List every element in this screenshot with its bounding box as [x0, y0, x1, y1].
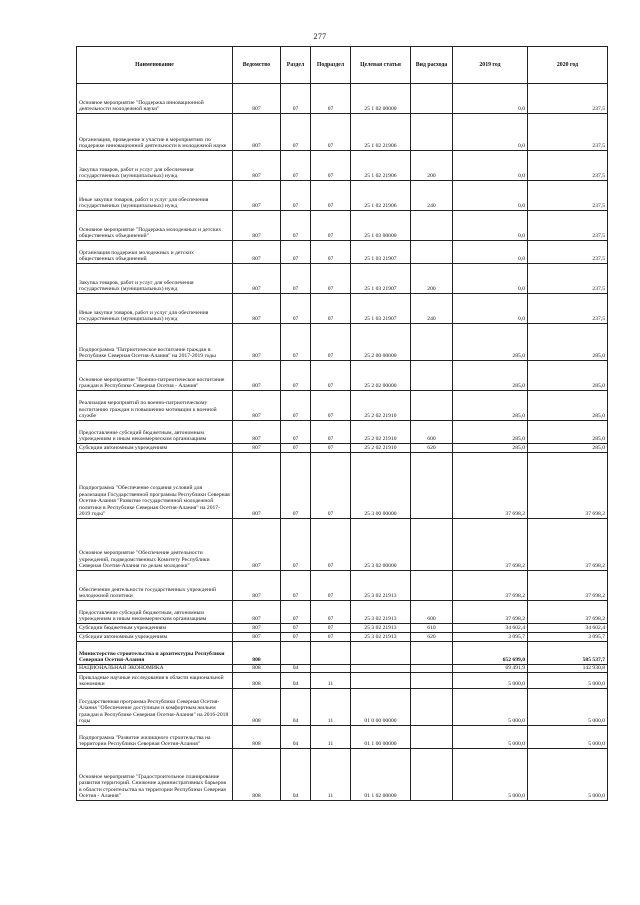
row-name-cell: Организация, проведение и участие в мероприятиях по поддержке инновационной деятельности в молодежной науке — [77, 114, 233, 151]
row-name-cell: Основное мероприятие "Обеспечение деятельности учреждений, подведомственных Комитету Республики Северная Осетия-Алания по делам молодежи" — [77, 519, 233, 571]
row-target-article-cell: 25 2 02 21910 — [351, 391, 411, 421]
row-name-cell: Основное мероприятие "Поддержка инновационной деятельности молодежной науки" — [77, 84, 233, 114]
row-dept-cell: 808 — [233, 749, 281, 801]
row-expense-type-cell — [411, 391, 453, 421]
row-expense-type-cell — [411, 749, 453, 801]
row-target-article-cell: 01 1 00 00000 — [351, 726, 411, 749]
row-2019-cell: 0,0 — [453, 264, 528, 294]
row-section-cell: 07 — [281, 624, 311, 633]
row-section-cell: 07 — [281, 84, 311, 114]
table-row — [77, 324, 608, 361]
row-target-article-cell: 25 3 00 00000 — [351, 453, 411, 519]
row-section-cell — [281, 642, 311, 665]
row-section-cell: 07 — [281, 241, 311, 264]
row-dept-cell: 807 — [233, 114, 281, 151]
row-2019-cell: 0,0 — [453, 241, 528, 264]
row-section-cell: 07 — [281, 324, 311, 361]
table-row — [77, 151, 608, 181]
row-2019-cell: 5 000,0 — [453, 749, 528, 801]
row-target-article-cell: 25 1 03 21907 — [351, 241, 411, 264]
row-target-article-cell: 25 3 02 21913 — [351, 633, 411, 642]
row-2019-cell: 37 698,2 — [453, 519, 528, 571]
row-section-cell: 07 — [281, 361, 311, 391]
row-2020-cell: 5 000,0 — [528, 726, 608, 749]
table-header-row — [77, 47, 608, 84]
table-row — [77, 571, 608, 601]
row-subsection-cell: 07 — [311, 181, 351, 211]
row-2019-cell: 285,0 — [453, 391, 528, 421]
row-dept-cell: 807 — [233, 361, 281, 391]
row-2019-cell: 5 000,0 — [453, 726, 528, 749]
row-expense-type-cell — [411, 453, 453, 519]
row-expense-type-cell: 200 — [411, 264, 453, 294]
row-2019-cell: 5 000,0 — [453, 689, 528, 726]
row-expense-type-cell: 240 — [411, 294, 453, 324]
row-2020-cell: 37 698,2 — [528, 519, 608, 571]
row-2020-cell: 237,5 — [528, 151, 608, 181]
row-name-cell: Основное мероприятие "Градостроительное планирование развития территорий. Снижение административных барьеров в области строительства на территории Республики Северная Осетия - Алания" — [77, 749, 233, 801]
row-dept-cell: 807 — [233, 181, 281, 211]
page-number: 277 — [313, 32, 327, 41]
table-row — [77, 633, 608, 642]
row-target-article-cell: 25 1 02 00000 — [351, 84, 411, 114]
col-header-section: Раздел — [281, 47, 311, 84]
row-subsection-cell: 07 — [311, 84, 351, 114]
row-expense-type-cell: 200 — [411, 151, 453, 181]
row-dept-cell: 807 — [233, 601, 281, 624]
row-2019-cell: 0,0 — [453, 294, 528, 324]
row-section-cell: 07 — [281, 444, 311, 453]
row-dept-cell: 807 — [233, 633, 281, 642]
row-subsection-cell: 11 — [311, 673, 351, 689]
row-dept-cell: 807 — [233, 264, 281, 294]
row-dept-cell: 807 — [233, 151, 281, 181]
row-subsection-cell: 07 — [311, 391, 351, 421]
row-target-article-cell: 25 1 02 21906 — [351, 114, 411, 151]
row-subsection-cell: 07 — [311, 633, 351, 642]
row-expense-type-cell: 620 — [411, 444, 453, 453]
table-row — [77, 665, 608, 673]
row-expense-type-cell — [411, 361, 453, 391]
row-section-cell: 04 — [281, 665, 311, 673]
row-target-article-cell: 25 3 02 21913 — [351, 601, 411, 624]
row-section-cell: 07 — [281, 633, 311, 642]
row-2020-cell: 285,0 — [528, 324, 608, 361]
row-expense-type-cell: 610 — [411, 624, 453, 633]
row-dept-cell: 808 — [233, 642, 281, 665]
row-name-cell: Подпрограмма "Патриотическое воспитание граждан в Республике Северная Осетия-Алания" на 2017-2019 годы — [77, 324, 233, 361]
row-dept-cell: 807 — [233, 571, 281, 601]
table-row — [77, 114, 608, 151]
col-header-subsection: Подраздел — [311, 47, 351, 84]
row-subsection-cell: 07 — [311, 361, 351, 391]
row-expense-type-cell — [411, 689, 453, 726]
table-row — [77, 361, 608, 391]
row-target-article-cell: 25 1 03 21907 — [351, 294, 411, 324]
row-name-cell: Основное мероприятие "Военно-патриотическое воспитание граждан в Республике Северная Осетия - Алания" — [77, 361, 233, 391]
col-header-name: Наименование — [77, 47, 233, 84]
row-2019-cell: 37 698,2 — [453, 571, 528, 601]
row-section-cell: 04 — [281, 726, 311, 749]
row-name-cell: Подпрограмма "Развитие жилищного строительства на территории Республики Северная Осетия-Алания" — [77, 726, 233, 749]
row-subsection-cell: 07 — [311, 264, 351, 294]
row-expense-type-cell — [411, 673, 453, 689]
row-dept-cell: 807 — [233, 391, 281, 421]
row-2019-cell: 0,0 — [453, 211, 528, 241]
table-row — [77, 181, 608, 211]
row-2020-cell: 285,0 — [528, 361, 608, 391]
row-section-cell: 07 — [281, 151, 311, 181]
row-subsection-cell: 11 — [311, 726, 351, 749]
row-dept-cell: 808 — [233, 665, 281, 673]
row-dept-cell: 808 — [233, 689, 281, 726]
row-expense-type-cell: 620 — [411, 633, 453, 642]
row-2020-cell: 237,5 — [528, 241, 608, 264]
row-section-cell: 07 — [281, 391, 311, 421]
row-2020-cell: 285,0 — [528, 421, 608, 444]
row-expense-type-cell — [411, 519, 453, 571]
row-2019-cell: 652 699,0 — [453, 642, 528, 665]
row-2020-cell: 34 602,4 — [528, 624, 608, 633]
row-dept-cell: 807 — [233, 84, 281, 114]
row-name-cell: Иные закупки товаров, работ и услуг для обеспечения государственных (муниципальных) нужд — [77, 294, 233, 324]
row-2019-cell: 37 698,2 — [453, 601, 528, 624]
row-subsection-cell: 07 — [311, 624, 351, 633]
row-name-cell: Предоставление субсидий бюджетным, автономным учреждениям и иным некоммерческим организациям — [77, 601, 233, 624]
row-target-article-cell: 25 1 03 21907 — [351, 264, 411, 294]
row-section-cell: 07 — [281, 601, 311, 624]
row-2019-cell: 37 698,2 — [453, 453, 528, 519]
row-subsection-cell: 07 — [311, 444, 351, 453]
row-section-cell: 04 — [281, 673, 311, 689]
table-row — [77, 624, 608, 633]
row-2020-cell: 5 000,0 — [528, 689, 608, 726]
row-2020-cell: 237,5 — [528, 211, 608, 241]
row-subsection-cell — [311, 642, 351, 665]
row-subsection-cell: 07 — [311, 324, 351, 361]
row-name-cell: Государственная программа Республики Северная Осетия-Алания "Обеспечение доступным и комфортным жильем граждан в Республике Северная Осетия-Алания" на 2016-2018 годы — [77, 689, 233, 726]
row-target-article-cell: 25 2 02 21910 — [351, 444, 411, 453]
row-subsection-cell — [311, 665, 351, 673]
table-row — [77, 642, 608, 665]
row-2020-cell: 237,5 — [528, 181, 608, 211]
row-subsection-cell: 07 — [311, 453, 351, 519]
row-target-article-cell: 25 2 02 00000 — [351, 361, 411, 391]
row-2019-cell: 0,0 — [453, 84, 528, 114]
row-2020-cell: 585 537,7 — [528, 642, 608, 665]
row-2019-cell: 34 602,4 — [453, 624, 528, 633]
row-dept-cell: 807 — [233, 294, 281, 324]
row-2020-cell: 237,5 — [528, 114, 608, 151]
row-name-cell: Субсидии автономным учреждениям — [77, 444, 233, 453]
row-name-cell: Основное мероприятие "Поддержка молодежных и детских общественных объединений" — [77, 211, 233, 241]
row-name-cell: НАЦИОНАЛЬНАЯ ЭКОНОМИКА — [77, 665, 233, 673]
row-2020-cell: 5 000,0 — [528, 673, 608, 689]
row-2020-cell: 237,5 — [528, 294, 608, 324]
row-subsection-cell: 07 — [311, 151, 351, 181]
table-body — [77, 84, 608, 801]
row-expense-type-cell — [411, 84, 453, 114]
row-name-cell: Закупка товаров, работ и услуг для обеспечения государственных (муниципальных) нужд — [77, 151, 233, 181]
row-name-cell: Министерство строительства и архитектуры Республики Северная Осетия-Алания — [77, 642, 233, 665]
row-2019-cell: 285,0 — [453, 444, 528, 453]
row-name-cell: Подпрограмма "Обеспечение создания условий для реализации Государственной программы Республики Северная Осетия-Алания "Развитие государственной молодежной политики в Республике Северная Осетия-Алания" на 2017-2019 годы" — [77, 453, 233, 519]
row-expense-type-cell — [411, 571, 453, 601]
row-subsection-cell: 07 — [311, 571, 351, 601]
row-2019-cell: 285,0 — [453, 421, 528, 444]
row-target-article-cell — [351, 673, 411, 689]
row-expense-type-cell — [411, 324, 453, 361]
row-dept-cell: 808 — [233, 726, 281, 749]
table-row — [77, 391, 608, 421]
row-2019-cell: 285,0 — [453, 361, 528, 391]
row-subsection-cell: 11 — [311, 749, 351, 801]
row-expense-type-cell — [411, 241, 453, 264]
row-subsection-cell: 07 — [311, 421, 351, 444]
row-subsection-cell: 07 — [311, 294, 351, 324]
col-header-2019: 2019 год — [453, 47, 528, 84]
row-section-cell: 04 — [281, 749, 311, 801]
row-name-cell: Обеспечение деятельности государственных учреждений молодежной политики — [77, 571, 233, 601]
row-dept-cell: 807 — [233, 211, 281, 241]
table-row — [77, 601, 608, 624]
row-2020-cell: 3 095,7 — [528, 633, 608, 642]
row-2020-cell: 237,5 — [528, 84, 608, 114]
row-name-cell: Закупка товаров, работ и услуг для обеспечения государственных (муниципальных) нужд — [77, 264, 233, 294]
row-2020-cell: 37 698,2 — [528, 601, 608, 624]
col-header-expense-type: Вид расхода — [411, 47, 453, 84]
row-section-cell: 07 — [281, 571, 311, 601]
row-name-cell: Предоставление субсидий бюджетным, автономным учреждениям и иным некоммерческим организациям — [77, 421, 233, 444]
row-expense-type-cell: 600 — [411, 601, 453, 624]
row-target-article-cell: 25 3 02 21913 — [351, 624, 411, 633]
row-dept-cell: 807 — [233, 421, 281, 444]
row-dept-cell: 807 — [233, 453, 281, 519]
table-row — [77, 444, 608, 453]
col-header-dept: Ведомство — [233, 47, 281, 84]
row-expense-type-cell — [411, 642, 453, 665]
row-target-article-cell: 25 1 02 21906 — [351, 151, 411, 181]
row-2020-cell: 285,0 — [528, 444, 608, 453]
table-row — [77, 453, 608, 519]
row-target-article-cell: 01 0 00 00000 — [351, 689, 411, 726]
row-subsection-cell: 07 — [311, 241, 351, 264]
row-target-article-cell — [351, 642, 411, 665]
col-header-target-article: Целевая статья — [351, 47, 411, 84]
row-2019-cell: 0,0 — [453, 151, 528, 181]
row-2019-cell: 3 095,7 — [453, 633, 528, 642]
col-header-2020: 2020 год — [528, 47, 608, 84]
row-2019-cell: 69 491,9 — [453, 665, 528, 673]
budget-table — [76, 46, 608, 801]
row-name-cell: Иные закупки товаров, работ и услуг для обеспечения государственных (муниципальных) нужд — [77, 181, 233, 211]
row-dept-cell: 807 — [233, 444, 281, 453]
row-2019-cell: 285,0 — [453, 324, 528, 361]
table-row — [77, 211, 608, 241]
row-expense-type-cell: 240 — [411, 181, 453, 211]
row-2019-cell: 0,0 — [453, 181, 528, 211]
row-section-cell: 07 — [281, 421, 311, 444]
row-dept-cell: 807 — [233, 624, 281, 633]
row-subsection-cell: 07 — [311, 211, 351, 241]
row-dept-cell: 807 — [233, 519, 281, 571]
row-2020-cell: 5 000,0 — [528, 749, 608, 801]
row-name-cell: Прикладные научные исследования в области национальной экономики — [77, 673, 233, 689]
row-subsection-cell: 07 — [311, 114, 351, 151]
row-section-cell: 07 — [281, 294, 311, 324]
row-subsection-cell: 11 — [311, 689, 351, 726]
row-subsection-cell: 07 — [311, 601, 351, 624]
row-target-article-cell: 25 1 03 00000 — [351, 211, 411, 241]
row-subsection-cell: 07 — [311, 519, 351, 571]
row-section-cell: 07 — [281, 519, 311, 571]
table-row — [77, 749, 608, 801]
table-row — [77, 421, 608, 444]
row-expense-type-cell — [411, 211, 453, 241]
row-2019-cell: 0,0 — [453, 114, 528, 151]
row-section-cell: 07 — [281, 211, 311, 241]
row-name-cell: Субсидии бюджетным учреждениям — [77, 624, 233, 633]
row-2020-cell: 37 698,2 — [528, 453, 608, 519]
row-section-cell: 04 — [281, 689, 311, 726]
row-dept-cell: 807 — [233, 241, 281, 264]
row-target-article-cell: 25 2 00 00000 — [351, 324, 411, 361]
row-2020-cell: 142 930,8 — [528, 665, 608, 673]
row-dept-cell: 807 — [233, 324, 281, 361]
row-name-cell: Организация поддержки молодежных и детских общественных объединений — [77, 241, 233, 264]
row-expense-type-cell — [411, 114, 453, 151]
table-row — [77, 673, 608, 689]
row-2020-cell: 37 698,2 — [528, 571, 608, 601]
row-target-article-cell: 25 3 02 00000 — [351, 519, 411, 571]
row-target-article-cell — [351, 665, 411, 673]
table-row — [77, 294, 608, 324]
row-expense-type-cell — [411, 665, 453, 673]
row-name-cell: Субсидии автономным учреждениям — [77, 633, 233, 642]
row-dept-cell: 808 — [233, 673, 281, 689]
table-row — [77, 689, 608, 726]
row-section-cell: 07 — [281, 453, 311, 519]
row-target-article-cell: 25 1 02 21906 — [351, 181, 411, 211]
row-section-cell: 07 — [281, 264, 311, 294]
table-row — [77, 726, 608, 749]
row-2020-cell: 285,0 — [528, 391, 608, 421]
table-row — [77, 241, 608, 264]
row-target-article-cell: 01 1 02 00000 — [351, 749, 411, 801]
table-row — [77, 264, 608, 294]
row-expense-type-cell: 600 — [411, 421, 453, 444]
row-2019-cell: 5 000,0 — [453, 673, 528, 689]
row-name-cell: Реализация мероприятий по военно-патриотическому воспитанию граждан и повышению мотивации к военной службе — [77, 391, 233, 421]
row-2020-cell: 237,5 — [528, 264, 608, 294]
table-row — [77, 84, 608, 114]
row-target-article-cell: 25 3 02 21913 — [351, 571, 411, 601]
row-target-article-cell: 25 2 02 21910 — [351, 421, 411, 444]
row-section-cell: 07 — [281, 114, 311, 151]
row-expense-type-cell — [411, 726, 453, 749]
table-row — [77, 519, 608, 571]
row-section-cell: 07 — [281, 181, 311, 211]
